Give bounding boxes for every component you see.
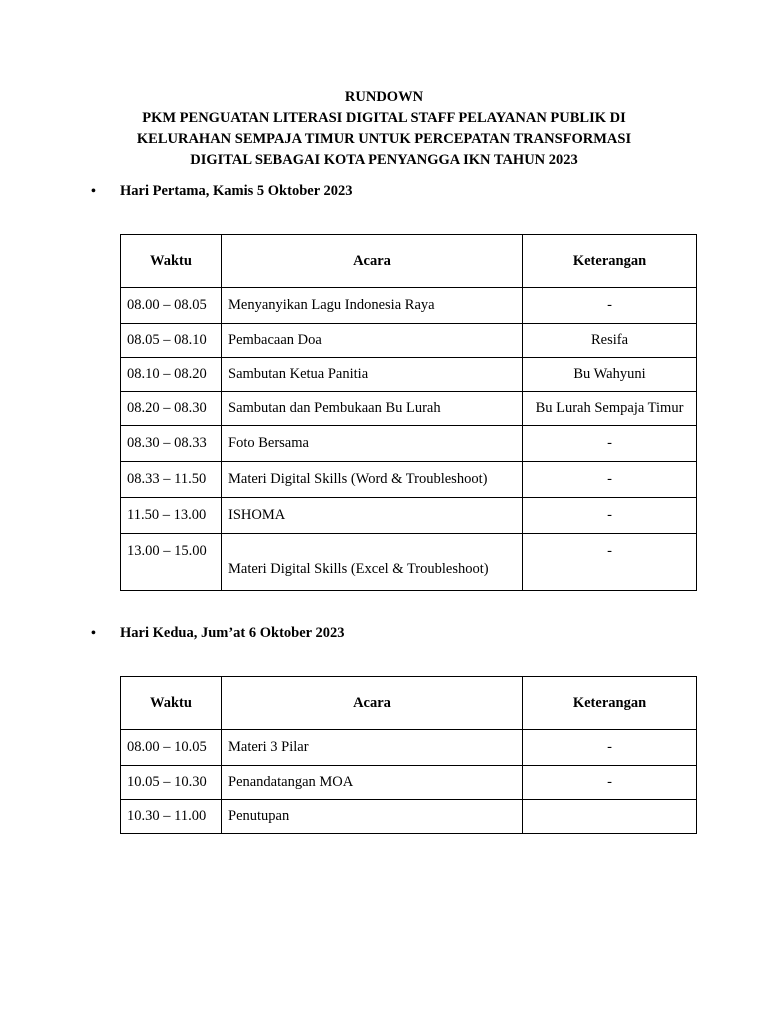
- bullet-marker: •: [91, 625, 96, 641]
- row-note: -: [523, 534, 697, 591]
- row-note: -: [523, 462, 697, 498]
- row-time: 10.05 – 10.30: [121, 766, 222, 800]
- row-note: [523, 800, 697, 834]
- day1-schedule-table: [120, 234, 697, 591]
- row-time: 13.00 – 15.00: [121, 534, 222, 591]
- table-row: [121, 324, 697, 358]
- table-header-row: [121, 677, 697, 730]
- row-event: Menyanyikan Lagu Indonesia Raya: [222, 288, 523, 324]
- row-event: Materi Digital Skills (Word & Troubleshoot): [222, 462, 523, 498]
- row-time: 08.00 – 08.05: [121, 288, 222, 324]
- row-time: 10.30 – 11.00: [121, 800, 222, 834]
- header-note: Keterangan: [523, 677, 697, 730]
- title-line-2: PKM PENGUATAN LITERASI DIGITAL STAFF PELAYANAN PUBLIK DI: [142, 110, 626, 126]
- table-row: [121, 498, 697, 534]
- table-header-row: [121, 235, 697, 288]
- table-row: [121, 534, 697, 591]
- title-line-3: KELURAHAN SEMPAJA TIMUR UNTUK PERCEPATAN TRANSFORMASI: [136, 131, 632, 147]
- header-event: Acara: [222, 235, 523, 288]
- row-note: Resifa: [523, 324, 697, 358]
- row-event: ISHOMA: [222, 498, 523, 534]
- row-event: Foto Bersama: [222, 426, 523, 462]
- table-row: [121, 766, 697, 800]
- table-row: [121, 800, 697, 834]
- header-note: Keterangan: [523, 235, 697, 288]
- row-note: -: [523, 426, 697, 462]
- header-time: Waktu: [121, 677, 222, 730]
- table-row: [121, 288, 697, 324]
- row-note: -: [523, 288, 697, 324]
- table-row: [121, 730, 697, 766]
- row-event: Pembacaan Doa: [222, 324, 523, 358]
- day2-heading-text: Hari Kedua, Jum’at 6 Oktober 2023: [120, 625, 345, 641]
- title-line-4: DIGITAL SEBAGAI KOTA PENYANGGA IKN TAHUN 2023: [190, 152, 578, 168]
- row-time: 11.50 – 13.00: [121, 498, 222, 534]
- row-event: Materi 3 Pilar: [222, 730, 523, 766]
- row-note: Bu Wahyuni: [523, 358, 697, 392]
- row-time: 08.33 – 11.50: [121, 462, 222, 498]
- table-row: [121, 392, 697, 426]
- row-note: Bu Lurah Sempaja Timur: [523, 392, 697, 426]
- day2-schedule-table: [120, 676, 697, 834]
- table-row: [121, 462, 697, 498]
- day2-heading: [91, 625, 344, 642]
- row-note: -: [523, 766, 697, 800]
- header-time: Waktu: [121, 235, 222, 288]
- row-time: 08.00 – 10.05: [121, 730, 222, 766]
- table-row: [121, 358, 697, 392]
- row-event: Penutupan: [222, 800, 523, 834]
- row-time: 08.05 – 08.10: [121, 324, 222, 358]
- day1-heading-text: Hari Pertama, Kamis 5 Oktober 2023: [120, 183, 353, 199]
- row-time: 08.20 – 08.30: [121, 392, 222, 426]
- row-event: Penandatangan MOA: [222, 766, 523, 800]
- table-row: [121, 426, 697, 462]
- row-note: -: [523, 730, 697, 766]
- day1-heading: [91, 183, 353, 200]
- document-title: [0, 87, 768, 171]
- row-event: Sambutan Ketua Panitia: [222, 358, 523, 392]
- row-time: 08.10 – 08.20: [121, 358, 222, 392]
- row-time: 08.30 – 08.33: [121, 426, 222, 462]
- row-event: Materi Digital Skills (Excel & Troubleshoot): [222, 534, 523, 591]
- row-event: Sambutan dan Pembukaan Bu Lurah: [222, 392, 523, 426]
- header-event: Acara: [222, 677, 523, 730]
- row-note: -: [523, 498, 697, 534]
- title-line-1: RUNDOWN: [344, 89, 424, 105]
- bullet-marker: •: [91, 183, 96, 199]
